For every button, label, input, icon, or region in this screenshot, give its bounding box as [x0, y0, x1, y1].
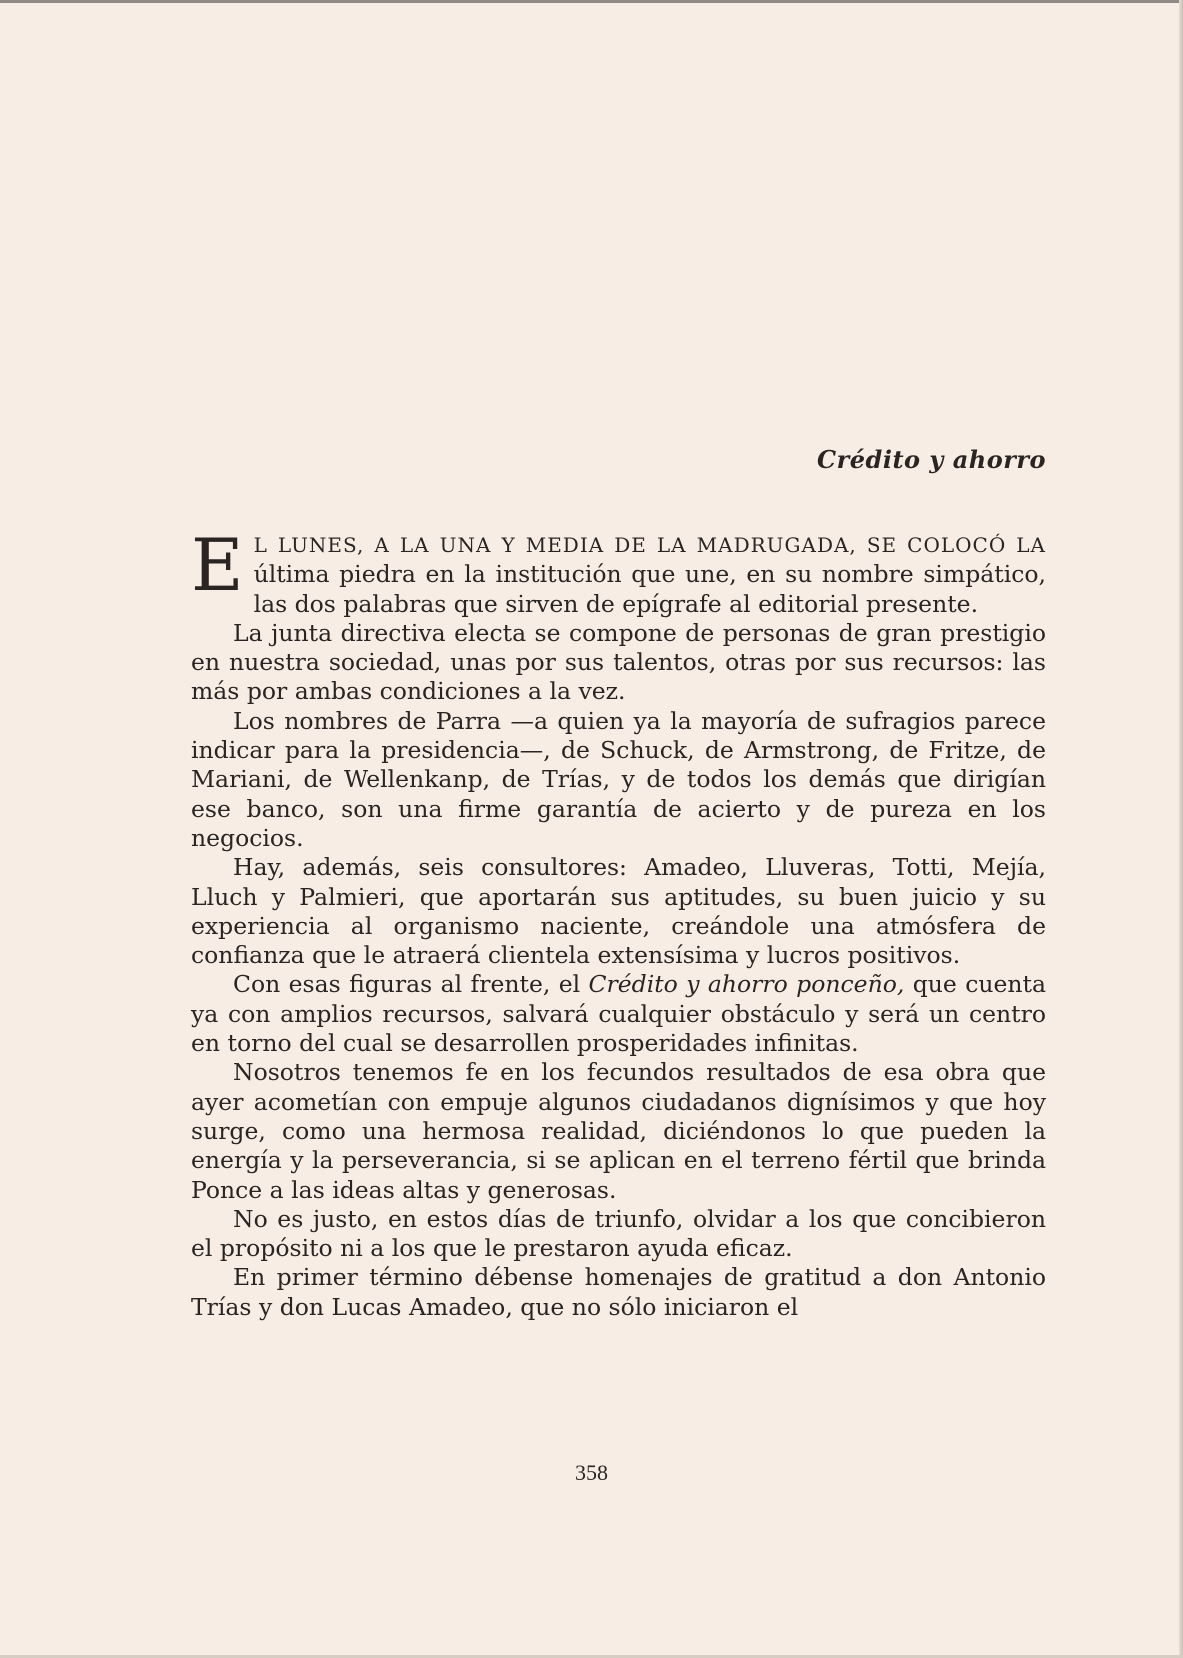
paragraph-7: No es justo, en estos días de triunfo, olvidar a los que concibieron el propósito ni a los que le prestaron ayuda eficaz. — [191, 1204, 1046, 1263]
paragraph-4: Hay, además, seis consultores: Amadeo, Lluveras, Totti, Mejía, Lluch y Palmieri, que aportarán sus aptitudes, su buen juicio y su experiencia al organismo naciente, creándole una atmósfera de confianza que le atraerá clientela extensísima y lucros positivos. — [191, 853, 1046, 970]
article-body — [191, 523, 1046, 1322]
page-number: 358 — [575, 1460, 608, 1485]
paragraph-1-text: última piedra en la institución que une, en su nombre simpático, las dos palabras que sirven de epígrafe al editorial presente. — [253, 560, 1046, 618]
article-title: Crédito y ahorro — [817, 445, 1046, 474]
paragraph-6: Nosotros tenemos fe en los fecundos resultados de esa obra que ayer acometían con empuje algunos ciudadanos dignísimos y que hoy surge, como una hermosa realidad, diciéndonos lo que pueden la energía y la perseverancia, si se aplican en el terreno fértil que brinda Ponce a las ideas altas y generosas. — [191, 1058, 1046, 1204]
paragraph-5-italic: Crédito y ahorro ponceño, — [588, 970, 905, 999]
article — [191, 440, 1046, 1322]
page-right-edge — [1179, 0, 1183, 1658]
paragraph-1 — [191, 523, 1046, 619]
paragraph-8: En primer término débense homenajes de gratitud a don Antonio Trías y don Lucas Amadeo, que no sólo iniciaron el — [191, 1263, 1046, 1321]
paragraph-5-start: Con esas figuras al frente, el — [233, 970, 589, 999]
paragraph-5-end: que cuenta ya con amplios recursos, salvará cualquier obstáculo y será un centro en torno del cual se desarrollen prosperidades infinitas. — [191, 970, 1046, 1058]
lead-small-caps: L LUNES, A LA UNA Y MEDIA DE LA MADRUGADA, SE COLOCÓ LA — [253, 533, 1046, 557]
paragraph-2: La junta directiva electa se compone de personas de gran prestigio en nuestra sociedad, unas por sus talentos, otras por sus recursos: las más por ambas condiciones a la vez. — [191, 618, 1046, 706]
paragraph-5 — [191, 970, 1046, 1058]
paragraph-3: Los nombres de Parra —a quien ya la mayoría de sufragios parece indicar para la presidencia—, de Schuck, de Armstrong, de Fritze, de Mariani, de Wellenkanp, de Trías, y de todos los demás que dirigían ese banco, son una firme garantía de acierto y de pureza en los negocios. — [191, 706, 1046, 852]
page-top-edge — [0, 0, 1183, 3]
drop-cap: E — [191, 523, 244, 607]
